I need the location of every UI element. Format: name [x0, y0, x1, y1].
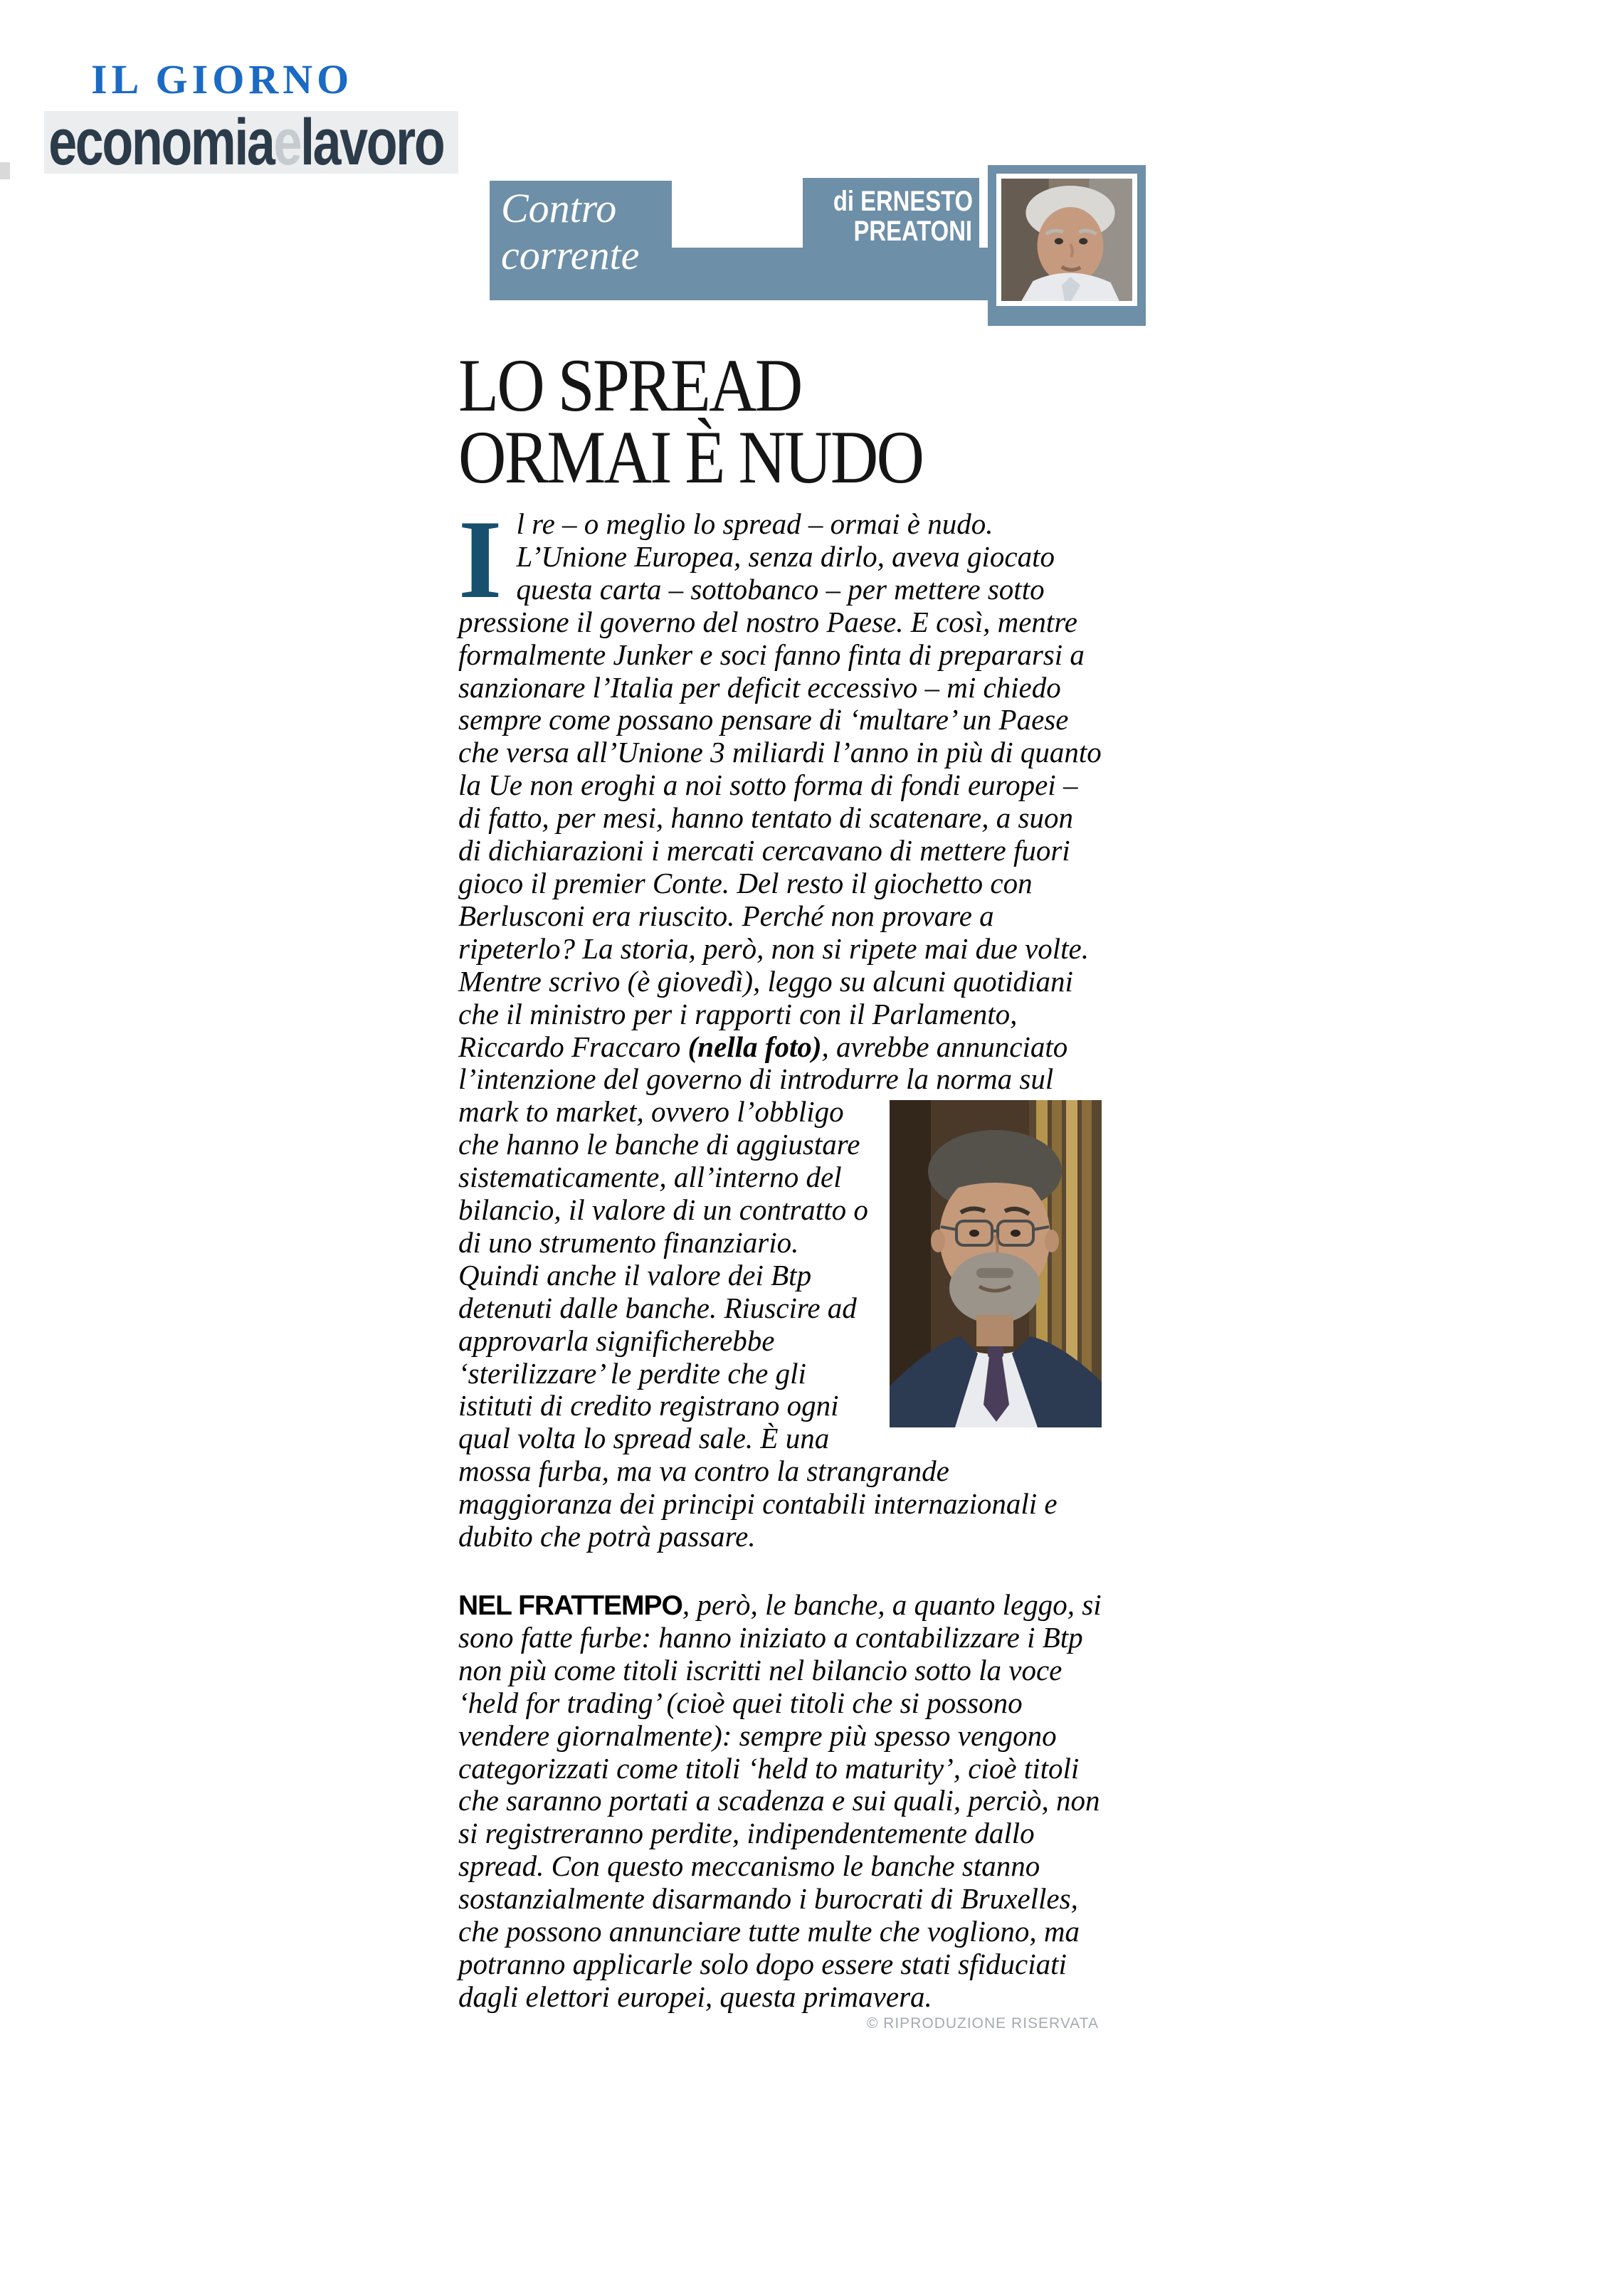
fraccaro-photo-graphic [890, 1100, 1102, 1427]
column-name [490, 181, 672, 279]
author-byline [833, 186, 972, 246]
section-wordmark-e: e [273, 111, 301, 174]
drop-cap: I [458, 497, 502, 622]
author-byline-line2: PREATONI [853, 216, 972, 247]
column-header-block [490, 181, 672, 300]
fraccaro-photo [890, 1100, 1102, 1427]
paragraph-1-text-b: , avrebbe annunciato l’intenzione del governo di introdurre la norma sul mark to [458, 1030, 1068, 1129]
author-photo-graphic [1001, 179, 1132, 301]
section-wordmark [44, 111, 443, 174]
paragraph-1-bold-note: (nella foto) [687, 1030, 822, 1063]
section-wordmark-left: economia [48, 111, 274, 174]
column-name-line2: corrente [501, 232, 640, 279]
paragraph-1-text-c: market, ovvero l’obbligo che hanno le banche di aggiustare sistematicamente, all’interno del bilancio, il valore di un contratto o di uno strumento finanziario. Quindi anche il valore dei Btp detenuti dalle banche. Riuscire ad approvarla significherebbe ‘sterilizzare’ le perdite che gli istituti di credito registrano ogni qual volta lo spread sale. È una mossa furba, ma va contro la strangrande maggioranza dei principi contabili internazionali e dubito che potrà passare. [458, 1095, 1058, 1553]
scan-edge-artifact [0, 162, 10, 179]
section-wordmark-right: lavoro [300, 111, 444, 174]
author-photo [996, 174, 1137, 306]
article-headline [458, 344, 923, 499]
column-name-line1: Contro [501, 185, 617, 231]
author-photo-frame [988, 165, 1146, 326]
paragraph-1 [458, 497, 1102, 1553]
headline-line2: ORMAI È NUDO [458, 415, 923, 499]
author-byline-line1: di ERNESTO [833, 186, 974, 217]
section-band [44, 111, 458, 174]
paragraph-2-text: , però, le banche, a quanto leggo, si sono fatte furbe: hanno iniziato a contabilizzare i Btp non più come titoli iscritti nel bilancio sotto la voce ‘held for trading’ (cioè quei titoli che si possono vendere giornalmente): sempre più spesso vengono categorizzati come titoli ‘held to maturity’, cioè titoli che saranno portati a scadenza e sui quali, perciò, non si registreranno perdite, indipendentemente dallo spread. Con questo meccanismo le banche stanno sostanzialmente disarmando i burocrati di Bruxelles, che possono annunciare tutte multe che vogliono, ma potranno applicarle solo dopo essere stati sfiduciati dagli elettori europei, questa primavera. [458, 1588, 1102, 2013]
paragraph-2 [458, 1589, 1102, 2014]
author-byline-block [803, 178, 979, 249]
headline-line1: LO SPREAD [458, 344, 801, 427]
paragraph-1-text-a: l re – o meglio lo spread – ormai è nudo. L’Unione Europea, senza dirlo, aveva giocato questa carta – sottobanco – per mettere sotto pressione il governo del nostro Paese. E così, mentre formalmente Junker e soci fanno finta di prepararsi a sanzionare l’Italia per deficit eccessivo – mi chiedo sempre come possano pensare di ‘multare’ un Paese che versa all’Unione 3 miliardi l’anno in più di quanto la Ue non eroghi a noi sotto forma di fondi europei – di fatto, per mesi, hanno tentato di scatenare, a suon di dichiarazioni i mercati cercavano di mettere fuori gioco il premier Conte. Del resto il giochetto con Berlusconi era riuscito. Perché non provare a ripeterlo? La storia, però, non si ripete mai due volte. Mentre scrivo (è giovedì), leggo su alcuni quotidiani che il ministro per i rapporti con il Parlamento, Riccardo Fraccaro [458, 507, 1102, 1063]
copyright-notice: © RIPRODUZIONE RISERVATA [866, 2014, 1099, 2032]
newspaper-masthead: IL GIORNO [91, 56, 354, 102]
paragraph-2-lead: NEL FRATTEMPO [458, 1590, 682, 1621]
article-body [458, 497, 1102, 2032]
